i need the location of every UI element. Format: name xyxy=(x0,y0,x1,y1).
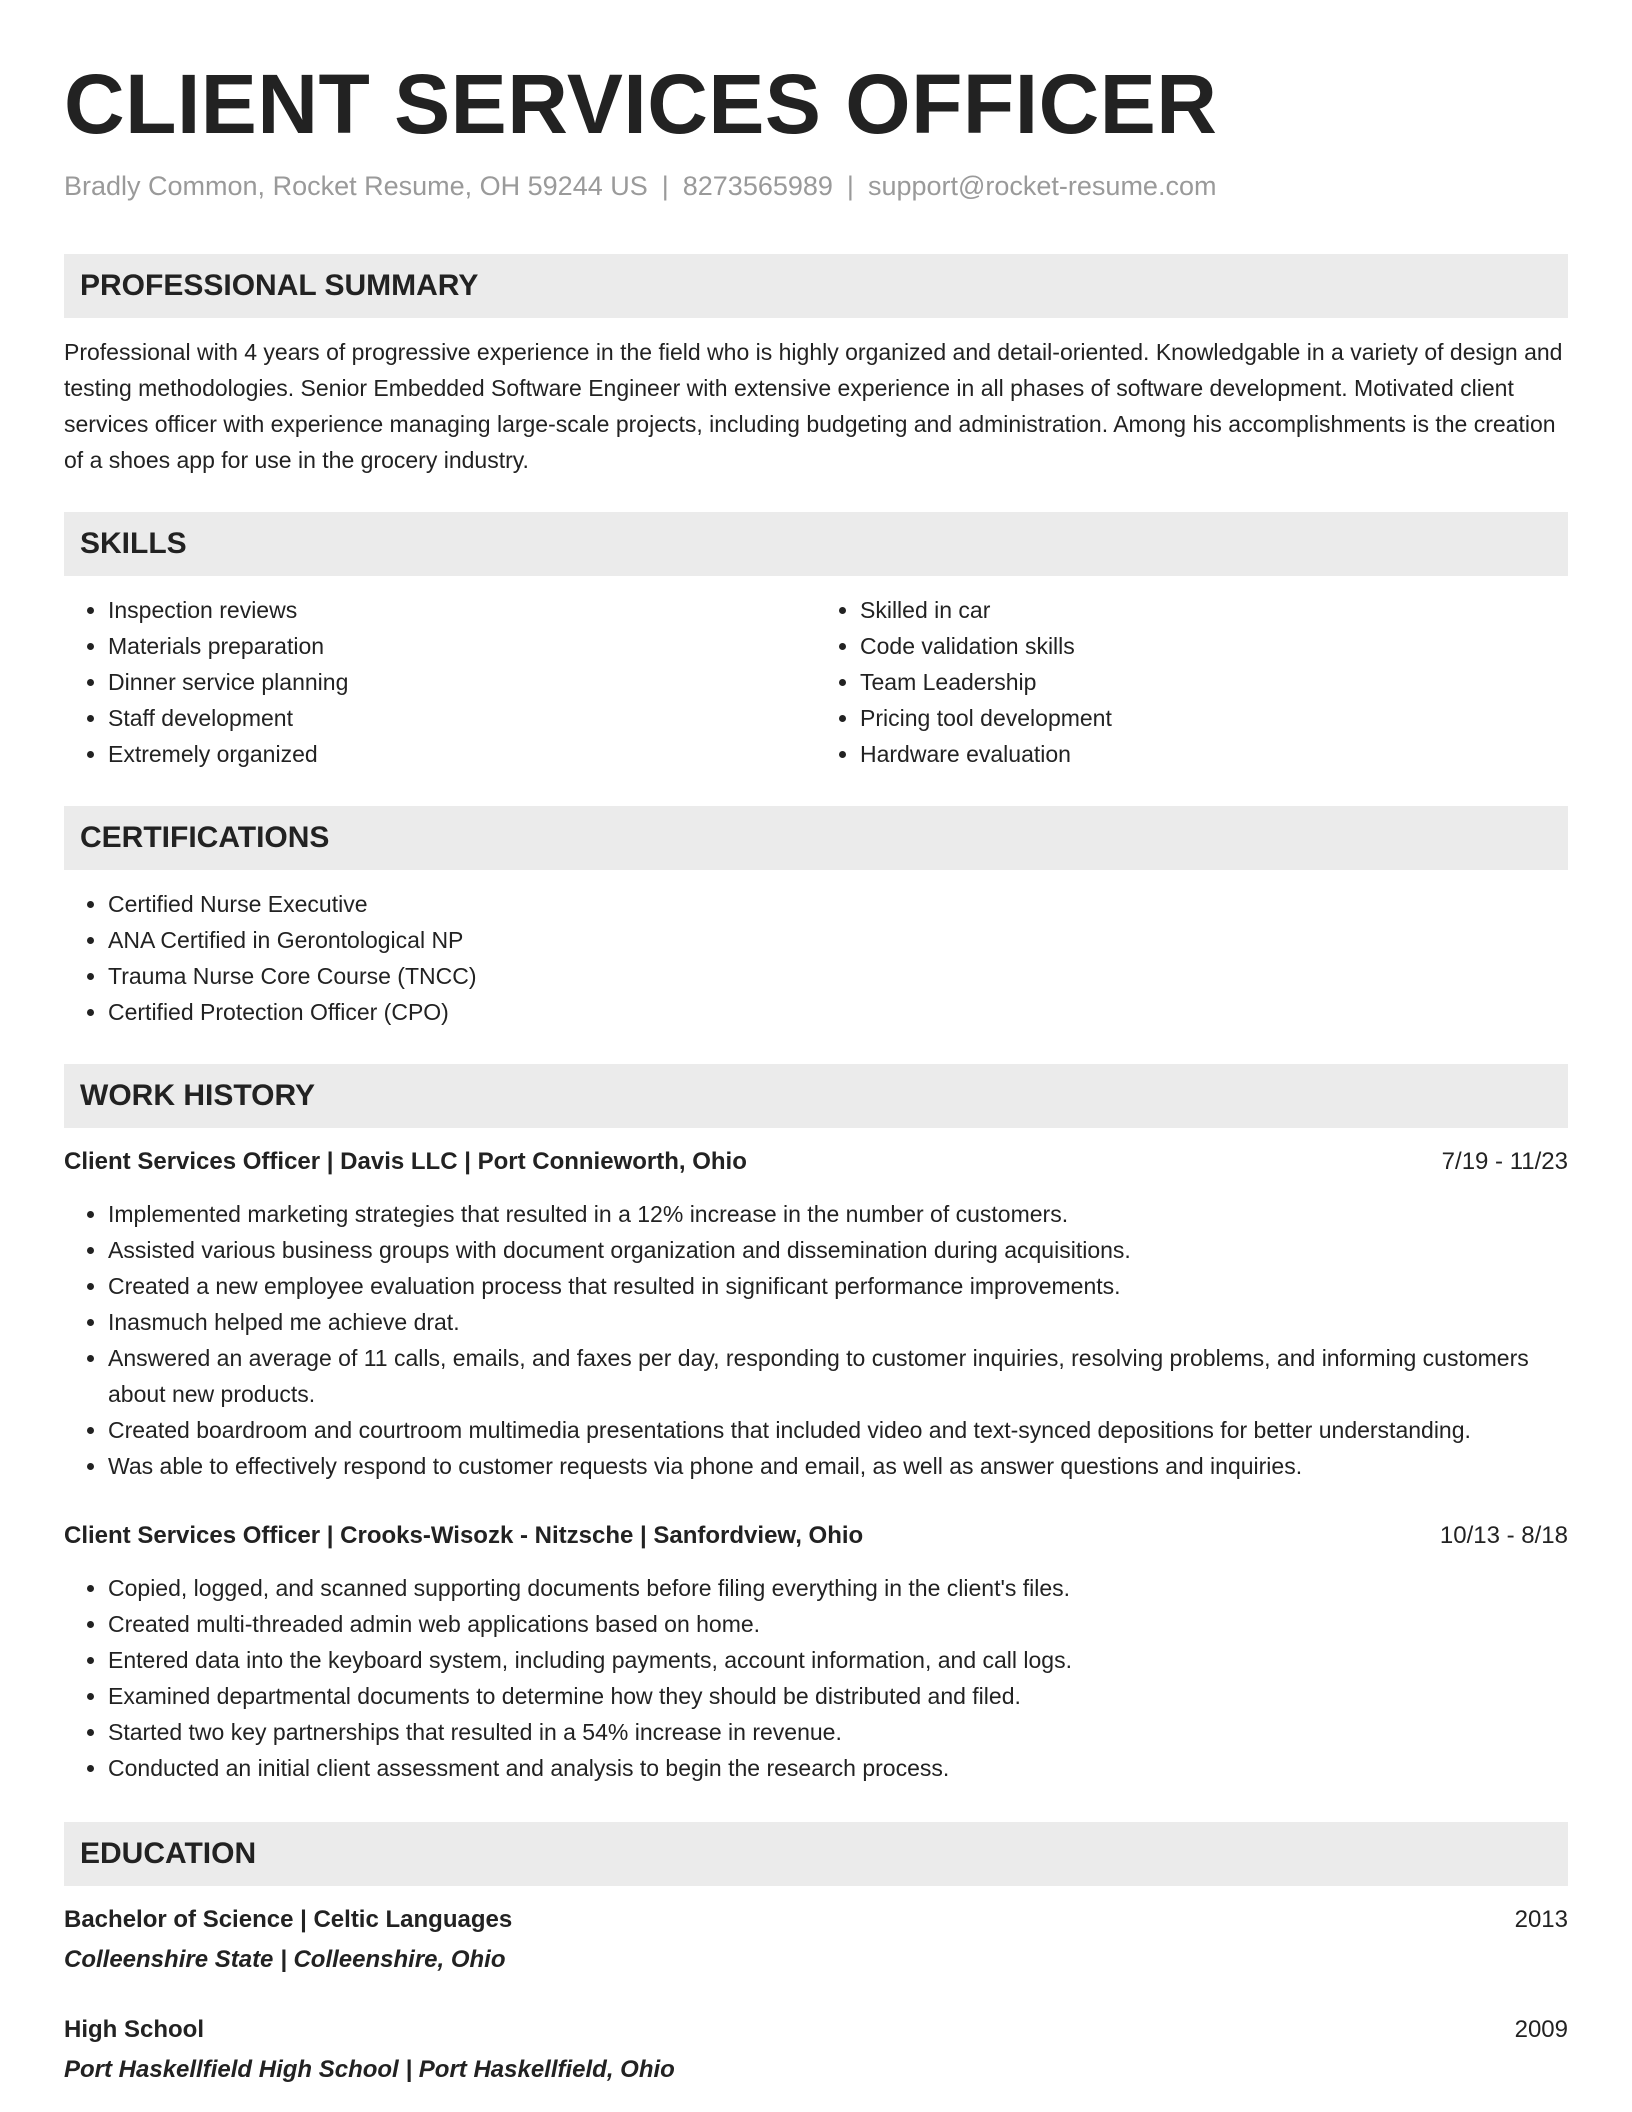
skill-item: • Team Leadership xyxy=(860,664,1568,700)
skill-item: • Skilled in car xyxy=(860,592,1568,628)
contact-separator: | xyxy=(661,171,669,201)
job-bullet: • Implemented marketing strategies that resulted in a 12% increase in the number of customers. xyxy=(108,1196,1568,1232)
resume-title: CLIENT SERVICES OFFICER xyxy=(64,57,1218,151)
education-year: 2009 xyxy=(1514,2016,1568,2043)
contact-phone: 8273565989 xyxy=(682,171,833,201)
job-heading: Client Services Officer | Crooks-Wisozk - Nitzsche | Sanfordview, Ohio xyxy=(64,1522,864,1549)
job-entry xyxy=(64,1518,1568,1786)
job-dates: 7/19 - 11/23 xyxy=(1441,1148,1568,1175)
job-bullet: • Created boardroom and courtroom multimedia presentations that included video and text-synced depositions for better understanding. xyxy=(108,1412,1568,1448)
section-summary xyxy=(64,254,1568,478)
education-school: Port Haskellfield High School | Port Haskellfield, Ohio xyxy=(64,2056,675,2083)
section-header-certifications: CERTIFICATIONS xyxy=(64,806,1568,870)
skill-item: • Extremely organized xyxy=(108,736,816,772)
skill-item: • Pricing tool development xyxy=(860,700,1568,736)
section-header-education: EDUCATION xyxy=(64,1822,1568,1886)
job-bullets xyxy=(64,1570,1568,1786)
section-header-skills: SKILLS xyxy=(64,512,1568,576)
skill-item: • Hardware evaluation xyxy=(860,736,1568,772)
job-bullet: • Examined departmental documents to determine how they should be distributed and filed. xyxy=(108,1678,1568,1714)
job-bullet: • Created a new employee evaluation process that resulted in significant performance improvements. xyxy=(108,1268,1568,1304)
section-work-history xyxy=(64,1064,1568,1786)
skills-grid xyxy=(64,592,1568,772)
education-heading-row xyxy=(64,2012,1568,2048)
section-education xyxy=(64,1822,1568,2088)
contact-email: support@rocket-resume.com xyxy=(867,171,1217,201)
education-school: Colleenshire State | Colleenshire, Ohio xyxy=(64,1946,506,1973)
education-entry xyxy=(64,2012,1568,2088)
job-heading-row xyxy=(64,1144,1568,1180)
contact-address: Bradly Common, Rocket Resume, OH 59244 US xyxy=(64,171,648,201)
section-skills xyxy=(64,512,1568,772)
skill-item: • Code validation skills xyxy=(860,628,1568,664)
certification-item: • Certified Protection Officer (CPO) xyxy=(108,994,1568,1030)
certification-item: • ANA Certified in Gerontological NP xyxy=(108,922,1568,958)
job-bullet: • Answered an average of 11 calls, emails, and faxes per day, responding to customer inquiries, resolving problems, and informing customers about new products. xyxy=(108,1340,1568,1412)
certification-item: • Trauma Nurse Core Course (TNCC) xyxy=(108,958,1568,994)
skill-item: • Inspection reviews xyxy=(108,592,816,628)
certifications-list xyxy=(64,886,1568,1030)
skills-list-right xyxy=(816,592,1568,772)
job-bullet: • Assisted various business groups with document organization and dissemination during acquisitions. xyxy=(108,1232,1568,1268)
skill-item: • Staff development xyxy=(108,700,816,736)
contact-separator: | xyxy=(846,171,854,201)
skill-item: • Dinner service planning xyxy=(108,664,816,700)
education-year: 2013 xyxy=(1514,1906,1568,1933)
job-entry xyxy=(64,1144,1568,1484)
education-degree: Bachelor of Science | Celtic Languages xyxy=(64,1906,513,1933)
summary-text: Professional with 4 years of progressive experience in the field who is highly organized and detail-oriented. Knowledgable in a variety of design and testing methodologies. Senior Embedded Software Engineer with extensive experience in all phases of software development. Motivated client services officer with experience managing large-scale projects, including budgeting and administration. Among his accomplishments is the creation of a shoes app for use in the grocery industry. xyxy=(64,339,1563,473)
skill-item: • Materials preparation xyxy=(108,628,816,664)
job-bullet: • Conducted an initial client assessment and analysis to begin the research process. xyxy=(108,1750,1568,1786)
job-bullet: • Started two key partnerships that resulted in a 54% increase in revenue. xyxy=(108,1714,1568,1750)
section-certifications xyxy=(64,806,1568,1030)
section-header-summary: PROFESSIONAL SUMMARY xyxy=(64,254,1568,318)
job-bullet: • Was able to effectively respond to customer requests via phone and email, as well as answer questions and inquiries. xyxy=(108,1448,1568,1484)
certification-item: • Certified Nurse Executive xyxy=(108,886,1568,922)
education-degree: High School xyxy=(64,2016,204,2043)
job-heading-row xyxy=(64,1518,1568,1554)
education-heading-row xyxy=(64,1902,1568,1938)
job-bullet: • Inasmuch helped me achieve drat. xyxy=(108,1304,1568,1340)
job-bullets xyxy=(64,1196,1568,1484)
education-entry xyxy=(64,1902,1568,1978)
skills-list-left xyxy=(64,592,816,772)
job-bullet: • Entered data into the keyboard system, including payments, account information, and call logs. xyxy=(108,1642,1568,1678)
section-header-work-history: WORK HISTORY xyxy=(64,1064,1568,1128)
job-heading: Client Services Officer | Davis LLC | Port Connieworth, Ohio xyxy=(64,1148,747,1175)
job-bullet: • Created multi-threaded admin web applications based on home. xyxy=(108,1606,1568,1642)
job-dates: 10/13 - 8/18 xyxy=(1439,1522,1568,1549)
contact-line xyxy=(64,168,1568,204)
job-bullet: • Copied, logged, and scanned supporting documents before filing everything in the client's files. xyxy=(108,1570,1568,1606)
